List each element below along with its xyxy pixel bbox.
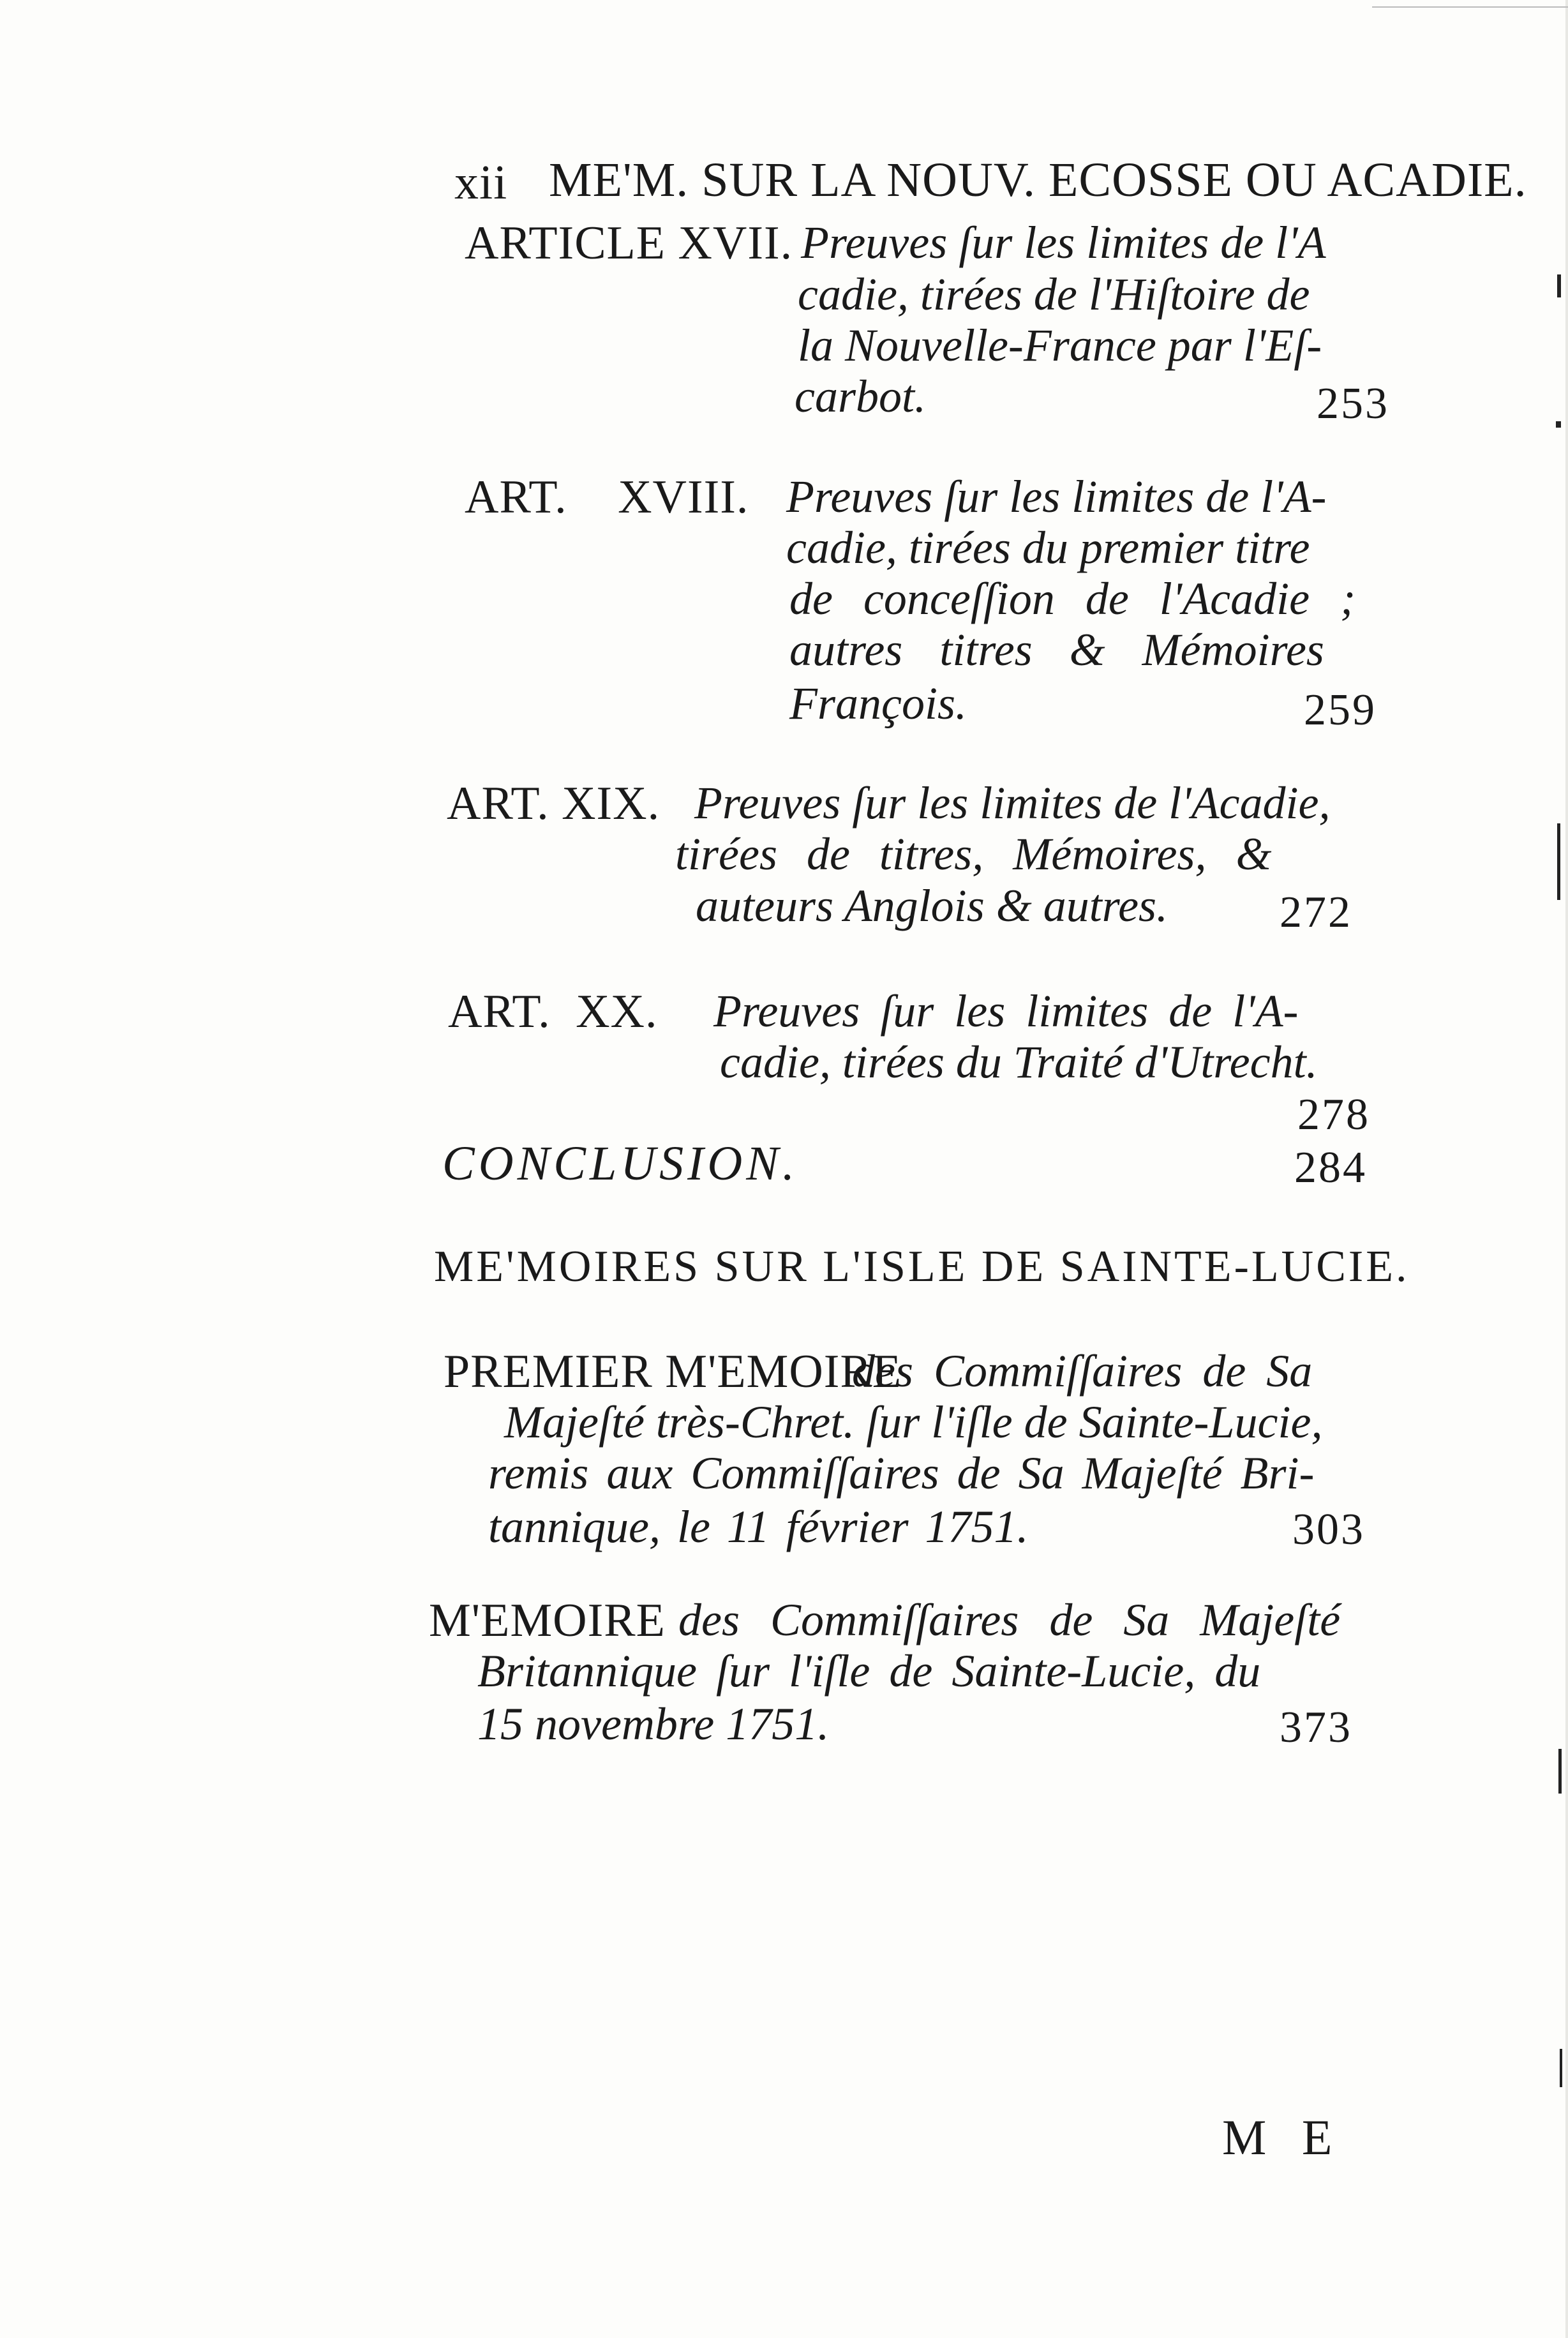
memoir-text-line: tannique, le 11 février 1751. bbox=[488, 1501, 1029, 1552]
running-title: ME'M. SUR LA NOUV. ECOSSE OU ACADIE. bbox=[549, 153, 1527, 207]
page-number: 272 bbox=[1280, 888, 1352, 937]
entry-text-line: la Nouvelle-France par l'Eſ- bbox=[798, 320, 1322, 371]
entry-text-line: auteurs Anglois & autres. bbox=[696, 880, 1169, 931]
memoir-label: M'EMOIRE bbox=[429, 1594, 666, 1647]
entry-label-xx: ART. XX. bbox=[448, 985, 658, 1038]
entry-text-line: Preuves ſur les limites de l'A bbox=[801, 217, 1326, 268]
conclusion-label: CONCLUSION. bbox=[442, 1137, 798, 1190]
scan-mark bbox=[1560, 2049, 1562, 2087]
memoir-label: PREMIER M'EMOIRE bbox=[444, 1345, 902, 1398]
entry-label-xviii: ART. XVIII. bbox=[465, 471, 749, 523]
page-numeral: xii bbox=[454, 156, 508, 209]
page-number: 253 bbox=[1317, 379, 1389, 428]
entry-text-line: cadie, tirées du Traité d'Utrecht. bbox=[720, 1037, 1318, 1088]
scan-mark bbox=[1557, 274, 1561, 297]
entry-text-line: François. bbox=[789, 678, 967, 729]
entry-text-line: Preuves ſur les limites de l'A- bbox=[786, 471, 1327, 522]
entry-label-xvii: ARTICLE XVII. bbox=[465, 217, 793, 269]
entry-label-xix: ART. XIX. bbox=[447, 777, 661, 830]
page-number: 259 bbox=[1304, 686, 1377, 735]
section-title: ME'MOIRES SUR L'ISLE DE SAINTE-LUCIE. bbox=[434, 1242, 1410, 1291]
page-edge bbox=[1565, 0, 1568, 2338]
memoir-text-line: Majeſté très-Chret. ſur l'iſle de Sainte-Lucie, bbox=[504, 1397, 1323, 1448]
entry-text-line: de conceſſion de l'Acadie ; bbox=[789, 573, 1356, 624]
entry-text-line: Preuves ſur les limites de l'Acadie, bbox=[694, 777, 1331, 828]
entry-text-line: Preuves ſur les limites de l'A- bbox=[713, 985, 1299, 1037]
catchword: M E bbox=[1222, 2109, 1344, 2165]
entry-text-line: cadie, tirées de l'Hiſtoire de bbox=[798, 269, 1310, 320]
scan-mark bbox=[1557, 823, 1560, 900]
page-number: 373 bbox=[1280, 1703, 1352, 1752]
scan-mark bbox=[1372, 6, 1568, 8]
scan-mark bbox=[1556, 421, 1561, 428]
memoir-text-line: des Commiſſaires de Sa Majeſté bbox=[678, 1594, 1341, 1645]
entry-text-line: cadie, tirées du premier titre bbox=[786, 522, 1310, 573]
memoir-text-line: des Commiſſaires de Sa bbox=[852, 1345, 1313, 1397]
page-number: 303 bbox=[1292, 1505, 1365, 1554]
entry-text-line: autres titres & Mémoires bbox=[789, 624, 1324, 675]
page-number: 284 bbox=[1294, 1143, 1367, 1192]
memoir-text-line: Britannique ſur l'iſle de Sainte-Lucie, du bbox=[477, 1645, 1261, 1697]
memoir-text-line: remis aux Commiſſaires de Sa Majeſté Bri- bbox=[488, 1448, 1315, 1499]
memoir-text-line: 15 novembre 1751. bbox=[477, 1698, 830, 1750]
page-number: 278 bbox=[1297, 1090, 1370, 1139]
scan-mark bbox=[1558, 1749, 1562, 1794]
entry-text-line: tirées de titres, Mémoires, & bbox=[675, 828, 1272, 880]
entry-text-line: carbot. bbox=[795, 371, 926, 422]
